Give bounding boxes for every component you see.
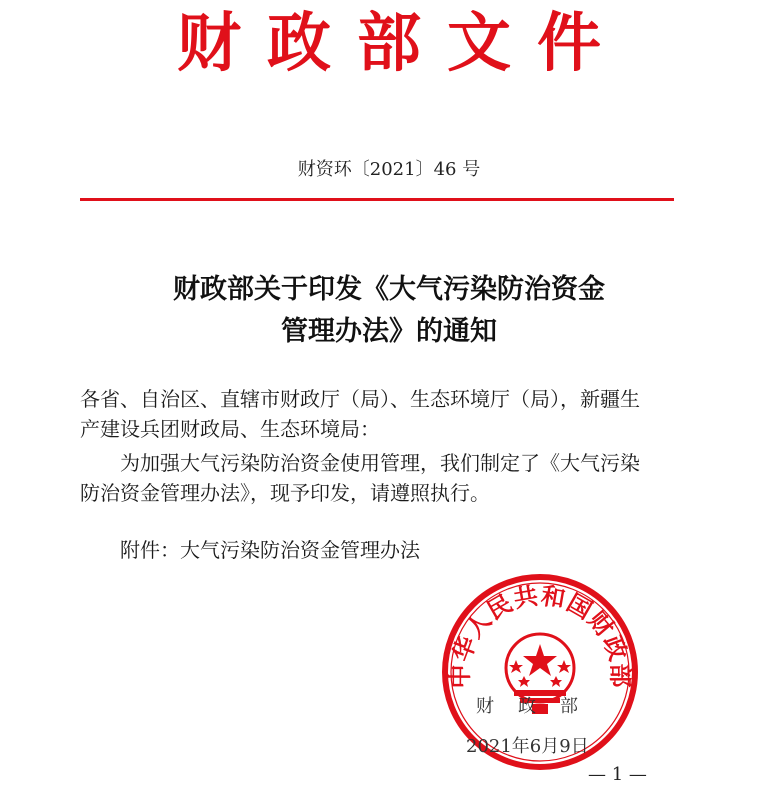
attachment-line: 附件：大气污染防治资金管理办法 [120, 538, 420, 562]
addressee-line-2: 产建设兵团财政局、生态环境局： [80, 417, 380, 441]
document-number: 财资环〔2021〕46 号 [297, 159, 481, 180]
red-divider [80, 198, 674, 201]
notice-title-line-1: 财政部关于印发《大气污染防治资金 [173, 274, 605, 305]
notice-title-line-2: 管理办法》的通知 [281, 316, 497, 347]
signature-date: 2021年6月9日 [466, 736, 589, 757]
page-number: — 1 — [588, 764, 647, 785]
svg-text:中华人民共和国财政部: 中华人民共和国财政部 [444, 580, 636, 689]
addressee-line-1: 各省、自治区、直辖市财政厅（局）、生态环境厅（局），新疆生 [80, 387, 640, 411]
body-paragraph-line-2: 防治资金管理办法》，现予印发，请遵照执行。 [80, 481, 490, 505]
signature-organization: 财政部 [476, 696, 602, 717]
body-paragraph-line-1: 为加强大气污染防治资金使用管理，我们制定了《大气污染 [120, 451, 640, 475]
document-header-title: 财政部文件 [177, 6, 627, 81]
